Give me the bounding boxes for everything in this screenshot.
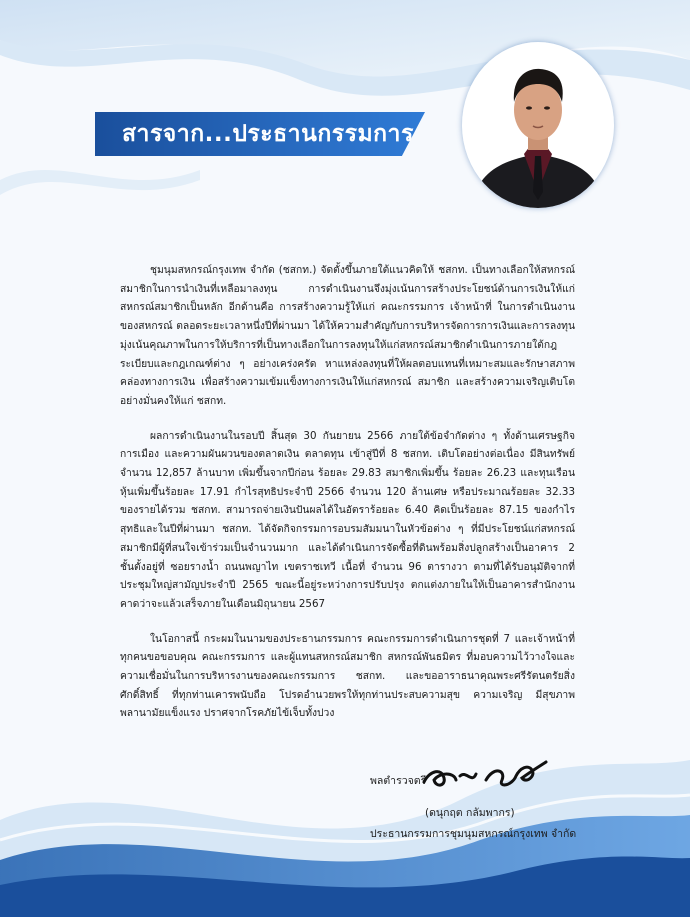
signature-position: ประธานกรรมการชุมนุมสหกรณ์กรุงเทพ จำกัด <box>370 828 577 840</box>
signature-block <box>370 760 610 840</box>
message-body <box>120 261 575 739</box>
paragraph-intro: ชุมนุมสหกรณ์กรุงเทพ จำกัด (ชสกท.) จัดตั้งขึ้นภายใต้แนวคิดให้ ชสกท. เป็นทางเลือกให้สหกรณ์สมาชิกในการนำเงินที่เหลือมาลงทุน การดำเนินงานจึงมุ่งเน้นการสร้างประโยชน์ด้านการเงินให้แก่สหกรณ์สมาชิกเป็นหลัก อีกด้านคือ การสร้างความรู้ให้แก่ คณะกรรมการ เจ้าหน้าที่ ในการดำเนินงานของสหกรณ์ ตลอดระยะเวลาหนึ่งปีที่ผ่านมา ได้ให้ความสำคัญกับการบริหารจัดการการเงินและการลงทุนมุ่งเน้นคุณภาพในการให้บริการที่เป็นทางเลือกในการลงทุนให้แก่สหกรณ์สมาชิกดำเนินการภายใต้กฎระเบียบและกฎเกณฑ์ต่าง ๆ อย่างเคร่งครัด หาแหล่งลงทุนที่ให้ผลตอบแทนที่เหมาะสมและรักษาสภาพคล่องทางการเงิน เพื่อสร้างความเข้มแข็งทางการเงินให้แก่สหกรณ์ สมาชิก และสร้างความเจริญเติบโตอย่างมั่นคงให้แก่ ชสกท. <box>120 264 575 407</box>
portrait-photo <box>462 42 614 208</box>
signature-name: (ดนุกฤต กลัมพากร) <box>425 807 515 819</box>
paragraph-thanks: ในโอกาสนี้ กระผมในนามของประธานกรรมการ คณะกรรมการดำเนินการชุดที่ 7 และเจ้าหน้าที่ทุกคนขอขอบคุณ คณะกรรมการ และผู้แทนสหกรณ์สมาชิก สหกรณ์พันธมิตร ที่มอบความไว้วางใจและความเชื่อมั่นในการบริหารงานของคณะกรรมการ ชสกท. และขออาราธนาคุณพระศรีรัตนตรัยสิ่งศักดิ์สิทธิ์ ที่ทุกท่านเคารพนับถือ โปรดอำนวยพรให้ทุกท่านประสบความสุข ความเจริญ มีสุขภาพพลานามัยแข็งแรง ปราศจากโรคภัยไข้เจ็บทั้งปวง <box>120 632 575 720</box>
paragraph-performance: ผลการดำเนินงานในรอบปี สิ้นสุด 30 กันยายน 2566 ภายใต้ข้อจำกัดต่าง ๆ ทั้งด้านเศรษฐกิจการเมือง และความผันผวนของตลาดเงิน ตลาดทุน เข้าสู่ปีที่ 8 ชสกท. เติบโตอย่างต่อเนื่อง มีสินทรัพย์จำนวน 12,857 ล้านบาท เพิ่มขึ้นจากปีก่อน ร้อยละ 29.83 สมาชิกเพิ่มขึ้น ร้อยละ 26.23 และทุนเรือนหุ้นเพิ่มขึ้นร้อยละ 17.91 กำไรสุทธิประจำปี 2566 จำนวน 120 ล้านเศษ หรือประมาณร้อยละ 32.33 ของรายได้รวม ชสกท. สามารถจ่ายเงินปันผลได้ในอัตราร้อยละ 6.40 คิดเป็นร้อยละ 87.15 ของกำไรสุทธิและในปีที่ผ่านมา ชสกท. ได้จัดกิจกรรมการอบรมสัมมนาในหัวข้อต่าง ๆ ที่มีประโยชน์แก่สหกรณ์สมาชิกมีผู้ที่สนใจเข้าร่วมเป็นจำนวนมาก และได้ดำเนินการจัดซื้อที่ดินพร้อมสิ่งปลูกสร้างเป็นอาคาร 2 ชั้นตั้งอยู่ที่ ซอยรางน้ำ ถนนพญาไท เขตราชเทวี เนื้อที่ จำนวน 96 ตารางวา ตามที่ได้รับอนุมัติจากที่ประชุมใหญ่สามัญประจำปี 2565 ขณะนี้อยู่ระหว่างการปรับปรุง ตกแต่งภายในให้เป็นอาคารสำนักงานคาดว่าจะแล้วเสร็จภายในเดือนมิถุนายน 2567 <box>120 429 575 610</box>
handwritten-signature <box>420 756 550 796</box>
signature-rank: พลตำรวจตรี <box>370 775 427 787</box>
page-title: สารจาก...ประธานกรรมการ <box>122 121 414 147</box>
